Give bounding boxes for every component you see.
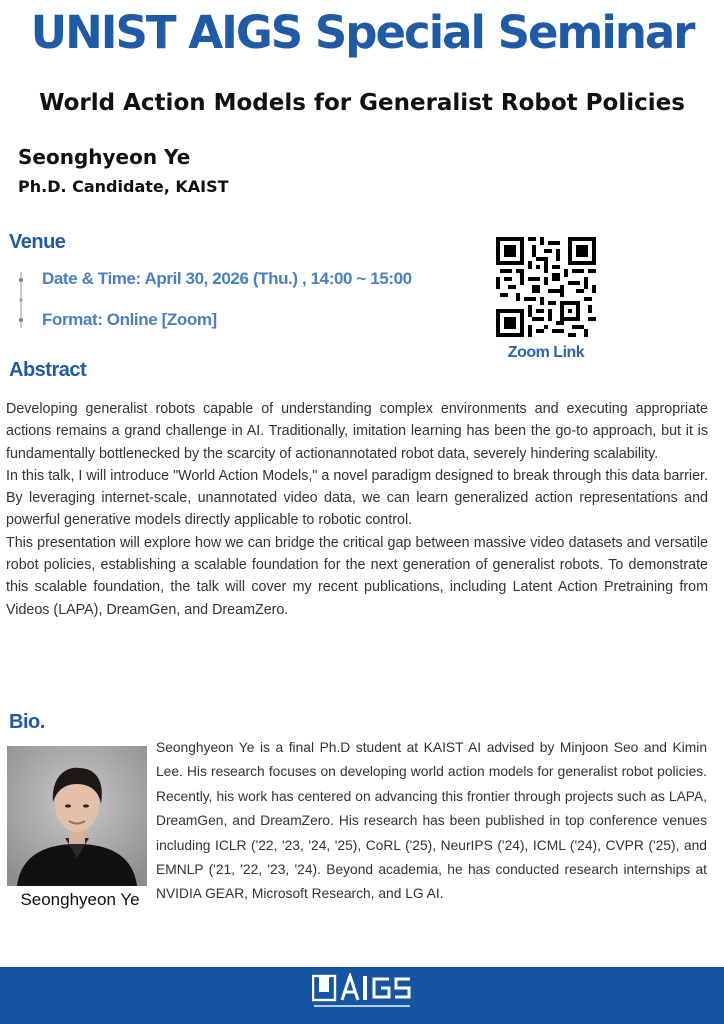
- unist-aigs-logo: [312, 973, 412, 1011]
- abstract-paragraph: Developing generalist robots capable of understanding complex environments and executing appropriate actions remains a grand challenge in AI. Traditionally, imitation learning has been the go-to approach, but it is fundamentally bottlenecked by the scarcity of actionannotated robot data, severely hindering scalability.: [6, 401, 708, 462]
- timeline-icon: [17, 270, 25, 330]
- speaker-photo: [7, 746, 147, 886]
- abstract-heading: Abstract: [9, 359, 87, 381]
- talk-title: World Action Models for Generalist Robot Policies: [39, 90, 685, 116]
- venue-heading: Venue: [9, 231, 66, 253]
- abstract-body: [6, 398, 708, 621]
- qr-code-icon[interactable]: [496, 237, 596, 337]
- venue-date-time: Date & Time: April 30, 2026 (Thu.) , 14:00 ~ 15:00: [42, 269, 412, 288]
- zoom-link[interactable]: Zoom Link: [507, 344, 585, 361]
- bio-heading: Bio.: [9, 711, 45, 733]
- bio-text: Seonghyeon Ye is a final Ph.D student at KAIST AI advised by Minjoon Seo and Kimin Lee. His research focuses on developing world action models for generalist robot policies. Recently, his work has centered on advancing this frontier through projects such as LAPA, DreamGen, and DreamZero. His research has been published in top conference venues including ICLR ('22, '23, '24, '25), CoRL ('25), NeurIPS ('24), ICML ('24), CVPR ('25), and EMNLP ('21, '22, '23, '24). Beyond academia, he has conducted research internships at NVIDIA GEAR, Microsoft Research, and LG AI.: [156, 740, 707, 902]
- abstract-paragraph: This presentation will explore how we can bridge the critical gap between massive video datasets and versatile robot policies, establishing a scalable foundation for the next generation of generalist robots. To demonstrate this scalable foundation, the talk will cover my recent publications, including Latent Action Pretraining from Videos (LAPA), DreamGen, and DreamZero.: [6, 534, 708, 618]
- abstract-paragraph: In this talk, I will introduce "World Action Models," a novel paradigm designed to break through this data barrier. By leveraging internet-scale, unannotated video data, we can learn generalized action representations and powerful generative models directly applicable to robotic control.: [6, 467, 708, 529]
- speaker-name: Seonghyeon Ye: [18, 145, 191, 169]
- seminar-title: UNIST AIGS Special Seminar: [30, 6, 694, 59]
- venue-format: Format: Online [Zoom]: [42, 310, 217, 329]
- speaker-affiliation: Ph.D. Candidate, KAIST: [18, 177, 229, 196]
- photo-caption: Seonghyeon Ye: [20, 890, 140, 909]
